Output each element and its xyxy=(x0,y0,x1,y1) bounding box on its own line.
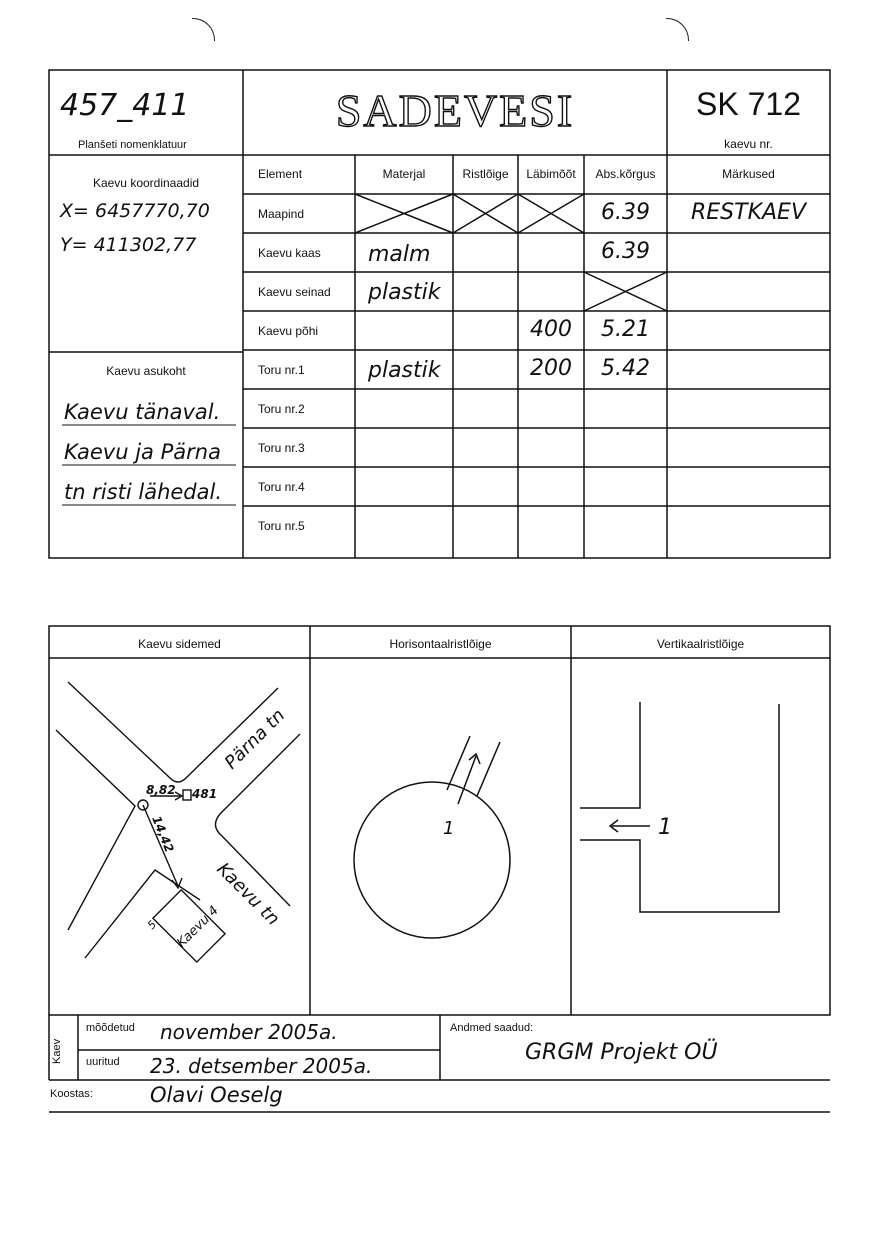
ground-notes: RESTKAEV xyxy=(690,200,807,225)
ground-abs-height: 6.39 xyxy=(601,200,650,225)
row-element-pipe-2: Toru nr.2 xyxy=(258,402,305,416)
horizontal-section-label: Horisontaalristlõige xyxy=(389,637,492,651)
row-element-walls: Kaevu seinad xyxy=(258,285,331,299)
row-element-pipe-3: Toru nr.3 xyxy=(258,441,305,455)
distance-label-1: 8,82 xyxy=(146,783,176,797)
header-notes: Märkused xyxy=(722,167,775,181)
header-element: Element xyxy=(258,167,303,181)
checked-label: uuritud xyxy=(86,1056,120,1068)
lid-abs-height: 6.39 xyxy=(601,239,650,264)
vertical-section-label: Vertikaalristlõige xyxy=(656,637,745,651)
coordinate-y: Y= 411302,77 xyxy=(60,234,197,256)
walls-material: plastik xyxy=(368,280,441,305)
row-element-bottom: Kaevu põhi xyxy=(258,324,319,338)
horizontal-section-drawing xyxy=(354,736,510,938)
header-cross-section: Ristlõige xyxy=(462,167,509,181)
nomenclature-label: Planšeti nomenklatuur xyxy=(78,139,187,151)
ties-label: Kaevu sidemed xyxy=(138,637,221,651)
pipe-1-material: plastik xyxy=(368,358,441,383)
header-diameter: Läbimõõt xyxy=(526,167,576,181)
location-line-1: Kaevu tänaval. xyxy=(64,400,221,424)
header-abs-height: Abs.kõrgus xyxy=(595,167,656,181)
bottom-abs-height: 5.21 xyxy=(601,317,650,342)
building-number: 5 xyxy=(144,917,160,933)
distance-label-2: 14,42 xyxy=(149,813,177,855)
lid-material: malm xyxy=(368,242,431,267)
bottom-diameter: 400 xyxy=(530,317,572,342)
compiled-by-value: Olavi Oeselg xyxy=(150,1083,283,1107)
checked-value: 23. detsember 2005a. xyxy=(150,1054,373,1078)
compiled-by-label: Koostas: xyxy=(50,1088,93,1100)
surveyed-value: november 2005a. xyxy=(160,1020,338,1044)
data-source-value: GRGM Projekt OÜ xyxy=(525,1040,718,1065)
pipe-1-diameter: 200 xyxy=(530,356,572,381)
row-element-pipe-1: Toru nr.1 xyxy=(258,363,305,377)
building-label: Kaevu 4 xyxy=(174,903,222,951)
location-line-3: tn risti lähedal. xyxy=(64,480,223,504)
pipe-1-abs-height: 5.42 xyxy=(601,356,650,381)
vertical-section-drawing xyxy=(580,702,779,912)
vertical-pipe-number: 1 xyxy=(658,815,672,840)
location-line-2: Kaevu ja Pärna xyxy=(64,440,221,464)
row-element-pipe-4: Toru nr.4 xyxy=(258,480,305,494)
nomenclature-value: 457_411 xyxy=(60,88,190,123)
coordinate-x: X= 6457770,70 xyxy=(60,200,210,222)
building-reference: 481 xyxy=(192,787,218,801)
row-element-lid: Kaevu kaas xyxy=(258,246,321,260)
row-element-ground: Maapind xyxy=(258,207,305,221)
coordinates-label: Kaevu koordinaadid xyxy=(92,176,200,190)
well-number-label: kaevu nr. xyxy=(724,137,773,151)
diagram-lines xyxy=(0,600,874,1020)
location-label: Kaevu asukoht xyxy=(106,364,186,378)
street-label-kaevu: Kaevu tn xyxy=(212,858,284,930)
header-material: Materjal xyxy=(382,167,426,181)
data-source-label: Andmed saadud: xyxy=(450,1022,534,1034)
horizontal-pipe-number: 1 xyxy=(443,818,455,839)
page-title: SADEVESI xyxy=(335,85,575,136)
row-element-pipe-5: Toru nr.5 xyxy=(258,519,305,533)
well-vertical-label: Kaev xyxy=(51,1038,63,1064)
surveyed-label: mõõdetud xyxy=(86,1022,135,1034)
well-number: SK 712 xyxy=(696,86,801,122)
street-label-parna: Pärna tn xyxy=(220,705,290,774)
